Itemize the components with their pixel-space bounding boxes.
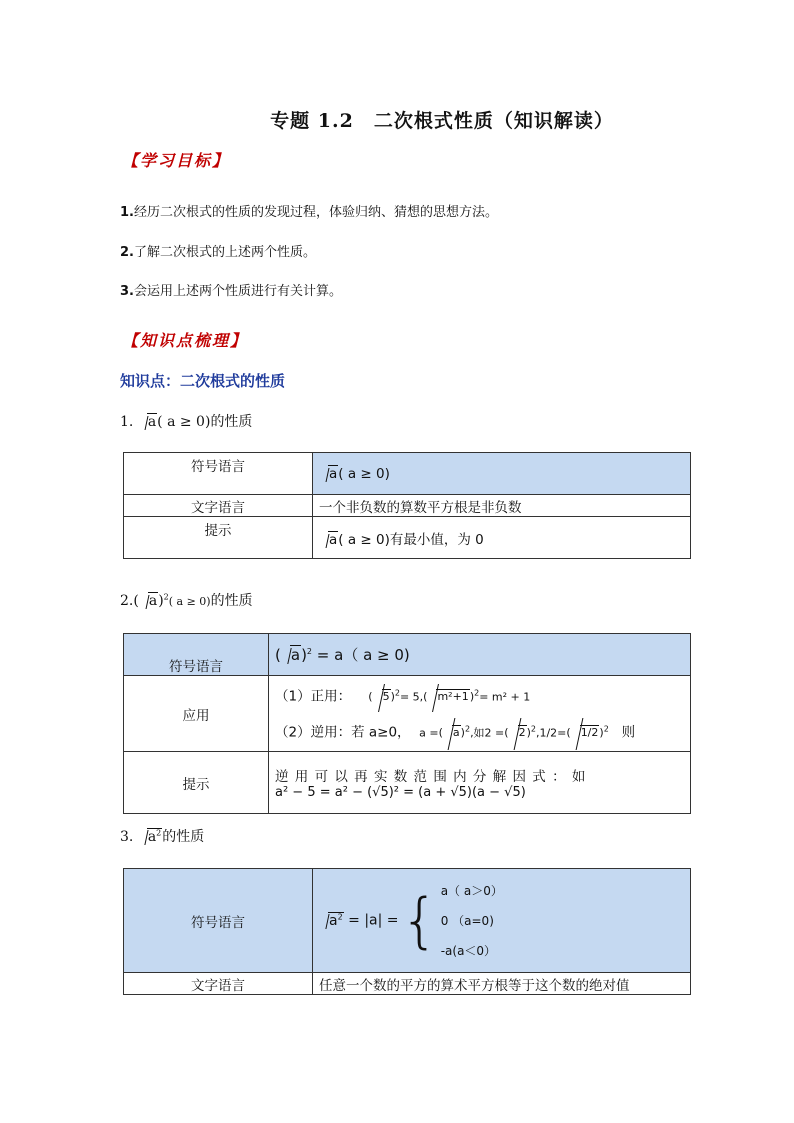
p1-symbol-cell: a( a ≥ 0) (313, 453, 691, 495)
p1-label-text: 文字语言 (124, 495, 313, 517)
case-positive: a（ a＞0） (440, 883, 503, 898)
p1-text-cell: 一个非负数的算数平方根是非负数 (313, 495, 691, 517)
p1-label-symbol: 符号语言 (124, 453, 313, 495)
property-3-table (123, 868, 691, 995)
property-3-heading: 3. $a^2$的性质 (120, 828, 205, 845)
objective-3: 3.会运用上述两个性质进行有关计算。 (120, 284, 342, 299)
brace-icon: { (400, 885, 439, 956)
case-zero: 0 （a=0) (440, 913, 494, 928)
case-negative: -a(a＜0） (440, 943, 497, 958)
p3-text-cell: 任意一个数的平方的算术平方根等于这个数的绝对值 (313, 973, 691, 995)
objective-1: 1.经历二次根式的性质的发现过程，体验归纳、猜想的思想方法。 (120, 205, 498, 220)
p2-label-symbol: 符号语言 (124, 634, 269, 676)
p2-label-hint: 提示 (124, 752, 269, 814)
p2-label-apply: 应用 (124, 676, 269, 752)
property-1-heading: 1. a( a ≥ 0)的性质 (120, 414, 253, 430)
property-1-table (123, 452, 691, 559)
section-points-heading: 【知识点梳理】 (122, 331, 249, 350)
p1-label-hint: 提示 (124, 517, 313, 559)
p2-symbol-cell: ( a)$^2$ = a（ a ≥ 0) (269, 634, 691, 676)
p3-label-symbol: 符号语言 (124, 869, 313, 973)
knowledge-point-heading: 知识点：二次根式的性质 (120, 372, 286, 390)
objective-2: 2.了解二次根式的上述两个性质。 (120, 245, 316, 260)
p2-apply-cell: （1）正用： ( 5)$^2$= 5,( m²+1)$^2$= m² + 1 （2）逆用：若 a≥0， a =( a)$^2$,如2 =( 2)$^2$,1/2=( 1/2)$^2$ 则 (269, 676, 691, 752)
p3-symbol-cell: $a^2 = |a|$ = { a（ a＞0） 0 （a=0) -a(a＜0） (313, 869, 691, 973)
section-goals-heading: 【学习目标】 (122, 151, 231, 170)
p1-hint-cell: a( a ≥ 0)有最小值，为 0 (313, 517, 691, 559)
property-2-heading: 2.( a)$^2$( a ≥ 0)的性质 (120, 592, 253, 609)
property-2-table (123, 633, 691, 814)
page-title: 专题 1.2 二次根式性质（知识解读） (270, 110, 614, 132)
p2-hint-cell: 逆 用 可 以 再 实 数 范 围 内 分 解 因 式 ： 如 a² − 5 = a² − (√5)² = (a + √5)(a − √5) (269, 752, 691, 814)
p3-label-text: 文字语言 (124, 973, 313, 995)
